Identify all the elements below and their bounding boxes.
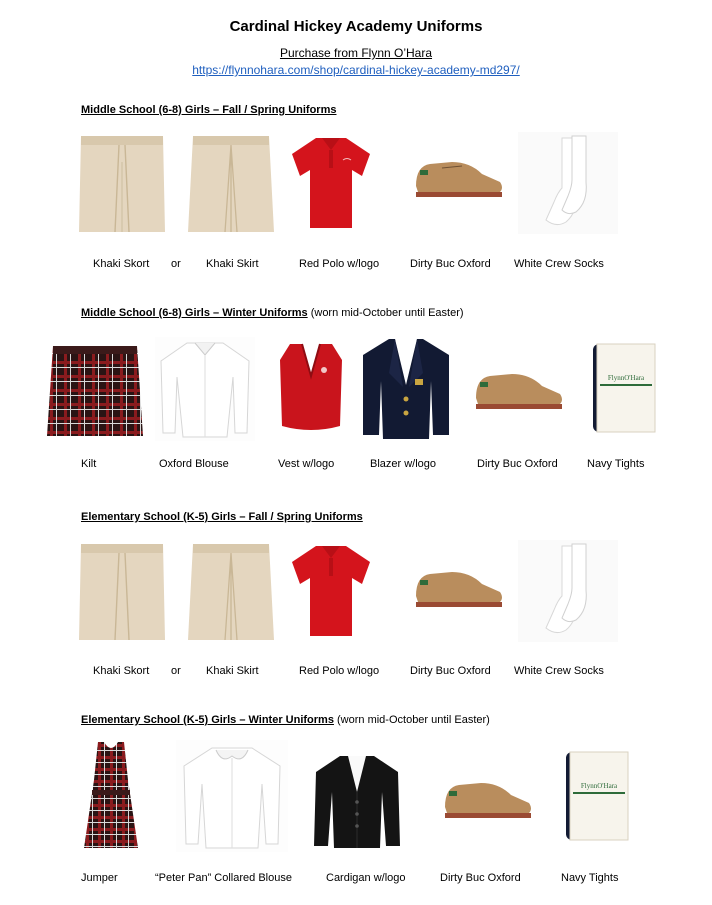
white-crew-socks-image xyxy=(518,540,618,642)
red-polo-image xyxy=(288,132,374,232)
page-title: Cardinal Hickey Academy Uniforms xyxy=(229,18,483,35)
tights-brand-label: FlynnO'Hara xyxy=(607,374,645,382)
caption-cardigan: Cardigan w/logo xyxy=(326,872,406,884)
caption-oxford-blouse: Oxford Blouse xyxy=(159,458,229,470)
caption-khaki-skirt: Khaki Skirt xyxy=(206,665,259,677)
caption-dirty-buc-oxford: Dirty Buc Oxford xyxy=(477,458,558,470)
section-heading-ms-winter: Middle School (6-8) Girls – Winter Uniforms (worn mid-October until Easter) xyxy=(81,307,464,319)
peter-pan-blouse-image xyxy=(176,740,288,852)
khaki-skirt-image xyxy=(185,132,277,234)
section-heading-es-winter: Elementary School (K-5) Girls – Winter Uniforms (worn mid-October until Easter) xyxy=(81,714,490,726)
dirty-buc-oxford-image xyxy=(441,773,535,823)
tights-brand-label: FlynnO'Hara xyxy=(580,782,618,790)
caption-dirty-buc-oxford: Dirty Buc Oxford xyxy=(440,872,521,884)
dirty-buc-oxford-image xyxy=(472,364,566,414)
caption-jumper: Jumper xyxy=(81,872,118,884)
caption-vest: Vest w/logo xyxy=(278,458,335,470)
kilt-image xyxy=(45,342,145,438)
vest-image xyxy=(276,340,346,434)
caption-khaki-skort: Khaki Skort xyxy=(93,665,150,677)
blazer-image xyxy=(359,335,453,441)
caption-white-crew-socks: White Crew Socks xyxy=(514,665,604,677)
red-polo-image xyxy=(288,540,374,640)
khaki-skort-image xyxy=(75,540,169,642)
khaki-skirt-image xyxy=(185,540,277,642)
shop-link[interactable]: https://flynnohara.com/shop/cardinal-hickey-academy-md297/ xyxy=(192,63,520,77)
dirty-buc-oxford-image xyxy=(412,562,506,612)
caption-or: or xyxy=(171,258,181,270)
caption-red-polo: Red Polo w/logo xyxy=(299,665,380,677)
purchase-note: Purchase from Flynn O’Hara xyxy=(279,46,433,60)
caption-peter-pan-blouse: “Peter Pan” Collared Blouse xyxy=(155,872,292,884)
caption-kilt: Kilt xyxy=(81,458,97,470)
caption-red-polo: Red Polo w/logo xyxy=(299,258,380,270)
caption-blazer: Blazer w/logo xyxy=(370,458,437,470)
oxford-blouse-image xyxy=(155,337,255,441)
caption-navy-tights: Navy Tights xyxy=(587,458,645,470)
caption-or: or xyxy=(171,665,181,677)
cardigan-image xyxy=(310,752,404,850)
caption-khaki-skort: Khaki Skort xyxy=(93,258,150,270)
navy-tights-image xyxy=(560,748,632,844)
white-crew-socks-image xyxy=(518,132,618,234)
caption-dirty-buc-oxford: Dirty Buc Oxford xyxy=(410,258,491,270)
caption-dirty-buc-oxford: Dirty Buc Oxford xyxy=(410,665,491,677)
dirty-buc-oxford-image xyxy=(412,152,506,202)
caption-khaki-skirt: Khaki Skirt xyxy=(206,258,259,270)
khaki-skort-image xyxy=(75,132,169,234)
jumper-image xyxy=(82,740,140,850)
section-heading-es-fall: Elementary School (K-5) Girls – Fall / Spring Uniforms xyxy=(81,511,363,523)
caption-navy-tights: Navy Tights xyxy=(561,872,619,884)
caption-white-crew-socks: White Crew Socks xyxy=(514,258,604,270)
section-heading-ms-fall: Middle School (6-8) Girls – Fall / Spring Uniforms xyxy=(81,104,337,116)
navy-tights-image xyxy=(587,340,659,436)
